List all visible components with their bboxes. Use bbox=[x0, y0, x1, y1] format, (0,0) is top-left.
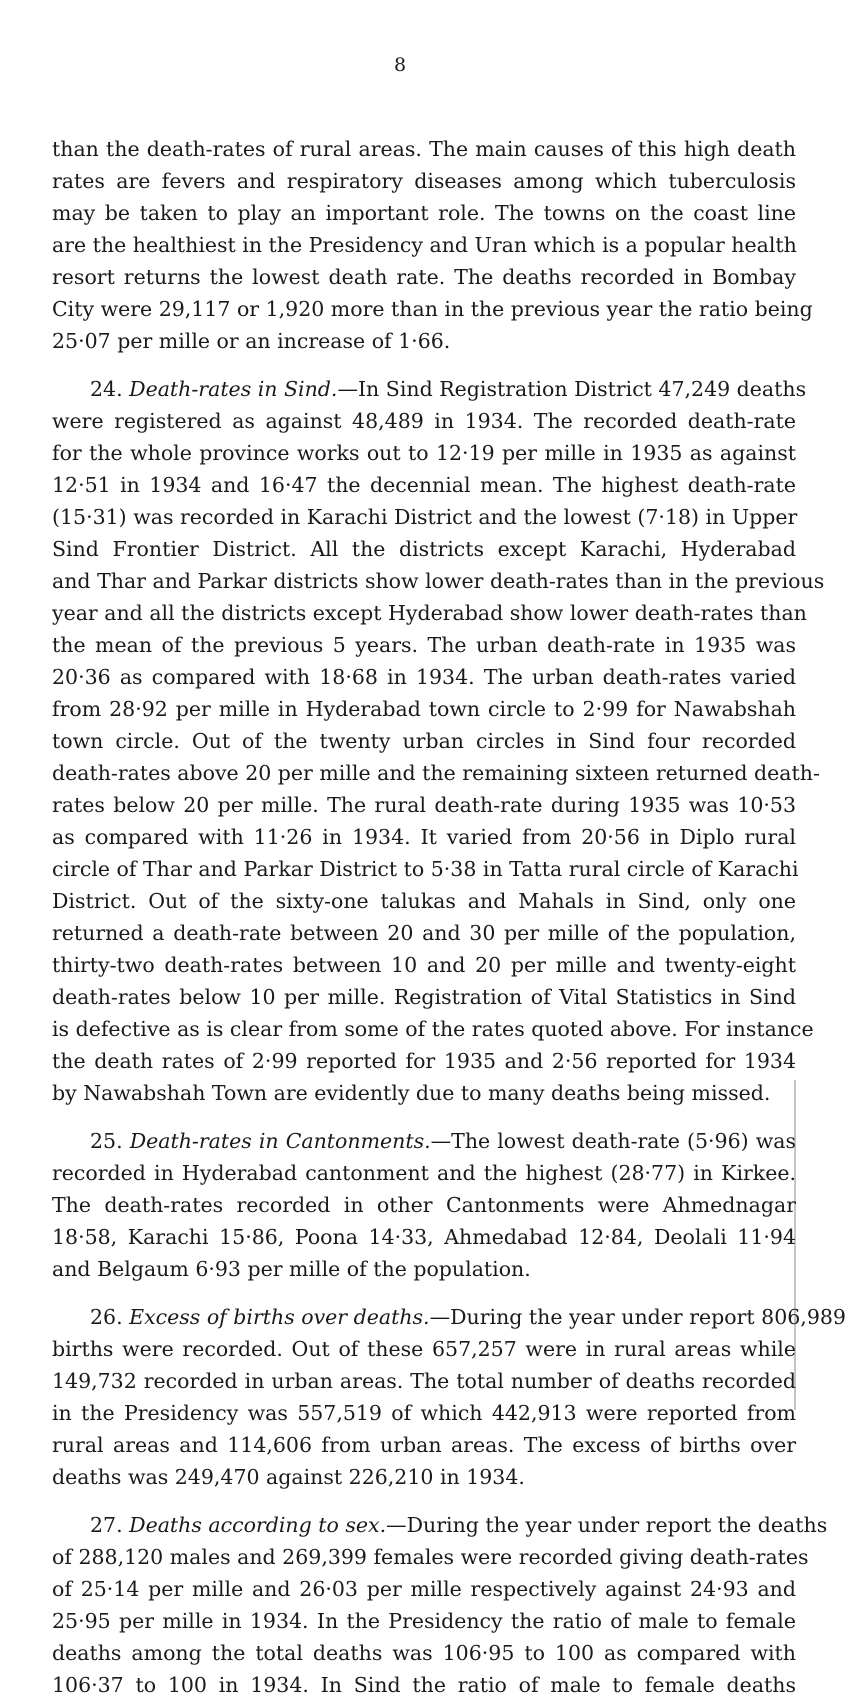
text-line: 20·36 as compared with 18·68 in 1934. The urban death-rates varied bbox=[52, 665, 796, 689]
text-line: (15·31) was recorded in Karachi District and the lowest (7·18) in Upper bbox=[52, 505, 798, 529]
text-line: deaths among the total deaths was 106·95 to 100 as compared with bbox=[52, 1641, 796, 1665]
paragraph-number: 27. bbox=[90, 1513, 123, 1537]
text-line: for the whole province works out to 12·19 per mille in 1935 as against bbox=[52, 441, 796, 465]
paragraph-number: 26. bbox=[90, 1305, 123, 1329]
text-line: returned a death-rate between 20 and 30 per mille of the population, bbox=[52, 921, 796, 945]
text-line: death-rates below 10 per mille. Registration of Vital Statistics in Sind bbox=[52, 985, 796, 1009]
text-line: and Thar and Parkar districts show lower death-rates than in the previous bbox=[52, 569, 825, 593]
text-line: death-rates above 20 per mille and the remaining sixteen returned death- bbox=[52, 761, 820, 785]
text-line: year and all the districts except Hyderabad show lower death-rates than bbox=[52, 601, 807, 625]
text-line: than the death-rates of rural areas. The main causes of this high death bbox=[52, 137, 796, 161]
paragraph-24 bbox=[52, 373, 825, 1109]
paragraph-25 bbox=[52, 1125, 796, 1285]
text-line: may be taken to play an important role. The towns on the coast line bbox=[52, 201, 796, 225]
text-line: as compared with 11·26 in 1934. It varied from 20·56 in Diplo rural bbox=[52, 825, 796, 849]
paragraph-first-line-text: —The lowest death-rate (5·96) was bbox=[430, 1129, 796, 1153]
paragraph-first-line bbox=[52, 373, 807, 405]
text-line: the mean of the previous 5 years. The urban death-rate in 1935 was bbox=[52, 633, 796, 657]
text-line: Sind Frontier District. All the districts except Karachi, Hyderabad bbox=[52, 537, 796, 561]
text-line: 12·51 in 1934 and 16·47 the decennial mean. The highest death-rate bbox=[52, 473, 796, 497]
text-line: City were 29,117 or 1,920 more than in the previous year the ratio being bbox=[52, 297, 813, 321]
text-line: 18·58, Karachi 15·86, Poona 14·33, Ahmedabad 12·84, Deolali 11·94 bbox=[52, 1225, 796, 1249]
paragraph-27 bbox=[52, 1509, 828, 1701]
text-line: circle of Thar and Parkar District to 5·38 in Tatta rural circle of Karachi bbox=[52, 857, 799, 881]
paragraph-number: 25. bbox=[90, 1129, 123, 1153]
text-line: the death rates of 2·99 reported for 1935 and 2·56 reported for 1934 bbox=[52, 1049, 796, 1073]
paragraph-first-line-text: —During the year under report the deaths bbox=[386, 1513, 828, 1537]
paragraph-heading: Excess of births over deaths. bbox=[129, 1305, 430, 1329]
page-number: 8 bbox=[393, 54, 407, 76]
text-line: of 288,120 males and 269,399 females were recorded giving death-rates bbox=[52, 1545, 809, 1569]
text-line: by Nawabshah Town are evidently due to many deaths being missed. bbox=[52, 1081, 771, 1105]
text-line: District. Out of the sixty-one talukas and Mahals in Sind, only one bbox=[52, 889, 796, 913]
text-line: were registered as against 48,489 in 1934. The recorded death-rate bbox=[52, 409, 796, 433]
text-line: rates below 20 per mille. The rural death-rate during 1935 was 10·53 bbox=[52, 793, 796, 817]
text-line: rural areas and 114,606 from urban areas. The excess of births over bbox=[52, 1433, 796, 1457]
paragraph-continuation bbox=[52, 133, 813, 357]
paragraph-heading: Deaths according to sex. bbox=[129, 1513, 387, 1537]
text-line: and Belgaum 6·93 per mille of the population. bbox=[52, 1257, 531, 1281]
text-line: from 28·92 per mille in Hyderabad town circle to 2·99 for Nawabshah bbox=[52, 697, 796, 721]
text-line: in the Presidency was 557,519 of which 442,913 were reported from bbox=[52, 1401, 796, 1425]
paragraph-first-line-text: —In Sind Registration District 47,249 deaths bbox=[337, 377, 807, 401]
text-line: rates are fevers and respiratory diseases among which tuberculosis bbox=[52, 169, 796, 193]
paragraph-first-line bbox=[52, 1125, 796, 1157]
text-line: is defective as is clear from some of the rates quoted above. For instance bbox=[52, 1017, 814, 1041]
paragraph-first-line bbox=[52, 1509, 828, 1541]
paragraph-first-line-text: —During the year under report 806,989 bbox=[429, 1305, 846, 1329]
text-line: births were recorded. Out of these 657,257 were in rural areas while bbox=[52, 1337, 796, 1361]
text-line: town circle. Out of the twenty urban circles in Sind four recorded bbox=[52, 729, 796, 753]
text-line: recorded in Hyderabad cantonment and the highest (28·77) in Kirkee. bbox=[52, 1161, 796, 1185]
text-line: 25·07 per mille or an increase of 1·66. bbox=[52, 329, 451, 353]
text-line: deaths was 249,470 against 226,210 in 1934. bbox=[52, 1465, 525, 1489]
text-line: resort returns the lowest death rate. The deaths recorded in Bombay bbox=[52, 265, 796, 289]
paragraph-heading: Death-rates in Sind. bbox=[129, 377, 338, 401]
paragraph-first-line bbox=[52, 1301, 846, 1333]
text-line: 149,732 recorded in urban areas. The total number of deaths recorded bbox=[52, 1369, 796, 1393]
body-text bbox=[52, 133, 846, 1701]
text-line: 25·95 per mille in 1934. In the Presidency the ratio of male to female bbox=[52, 1609, 796, 1633]
text-line: The death-rates recorded in other Cantonments were Ahmednagar bbox=[52, 1193, 796, 1217]
scan-edge-mark bbox=[794, 1080, 796, 1410]
text-line: 106·37 to 100 in 1934. In Sind the ratio of male to female deaths bbox=[52, 1673, 796, 1697]
paragraph-number: 24. bbox=[90, 377, 123, 401]
paragraph-26 bbox=[52, 1301, 846, 1493]
text-line: are the healthiest in the Presidency and Uran which is a popular health bbox=[52, 233, 797, 257]
paragraph-heading: Death-rates in Cantonments. bbox=[129, 1129, 431, 1153]
text-line: of 25·14 per mille and 26·03 per mille respectively against 24·93 and bbox=[52, 1577, 796, 1601]
text-line: thirty-two death-rates between 10 and 20 per mille and twenty-eight bbox=[52, 953, 796, 977]
